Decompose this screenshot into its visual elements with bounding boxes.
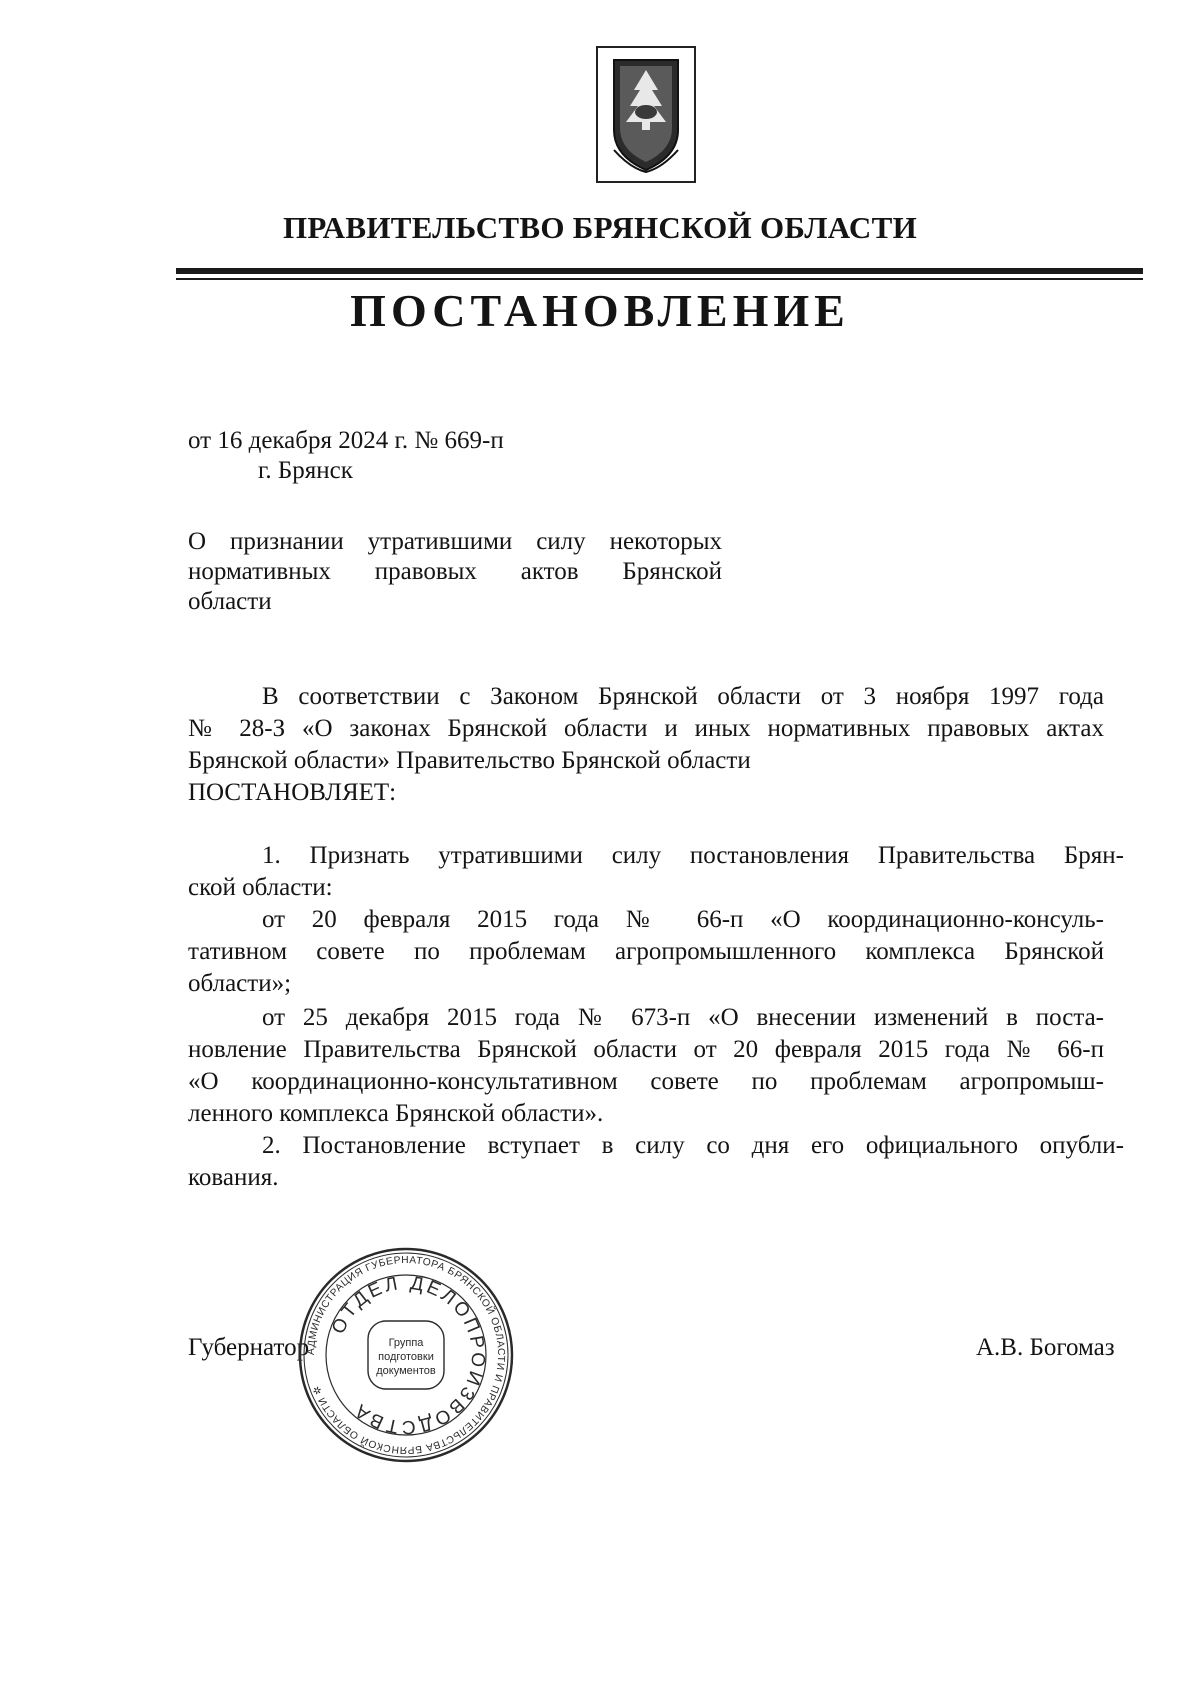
round-seal-icon bbox=[296, 1245, 516, 1465]
clause-line: 2. Постановление вступает в силу со дня его официального опубли- bbox=[262, 1132, 1124, 1159]
seal-outer-text: АДМИНИСТРАЦИЯ ГУБЕРНАТОРА БРЯНСКОЙ ОБЛАСТИ И ПРАВИТЕЛЬСТВА БРЯНСКОЙ ОБЛАСТИ ✲ bbox=[305, 1254, 507, 1456]
clause-line: ской области: bbox=[188, 874, 333, 901]
signatory-name: А.В. Богомаз bbox=[976, 1334, 1115, 1361]
clause-line: кования. bbox=[188, 1164, 279, 1191]
seal-center-line: Группа bbox=[388, 1337, 424, 1349]
organization-title: ПРАВИТЕЛЬСТВО БРЯНСКОЙ ОБЛАСТИ bbox=[282, 210, 918, 245]
clause-line: от 20 февраля 2015 года № 66-п «О координационно-консуль- bbox=[262, 906, 1104, 933]
seal-inner-text: ОТДЕЛ ДЕЛОПРОИЗВОДСТВА bbox=[327, 1272, 489, 1438]
place: г. Брянск bbox=[258, 457, 353, 484]
clause-line: ленного комплекса Брянской области». bbox=[188, 1100, 604, 1127]
date-number-line: от 16 декабря 2024 г. № 669-п bbox=[188, 427, 504, 454]
preamble-line: № 28-З «О законах Брянской области и иных нормативных правовых актах bbox=[188, 715, 1104, 742]
seal-center-line: подготовки bbox=[378, 1351, 434, 1363]
preamble-line: В соответствии с Законом Брянской области от 3 ноября 1997 года bbox=[262, 683, 1104, 710]
subject-line: нормативных правовых актов Брянской bbox=[188, 558, 722, 585]
seal-center-line: документов bbox=[376, 1365, 436, 1377]
header-divider-thin bbox=[176, 278, 1143, 280]
clause-line: 1. Признать утратившими силу постановления Правительства Брян- bbox=[262, 842, 1124, 869]
document-type: ПОСТАНОВЛЕНИЕ bbox=[350, 285, 850, 336]
subject-line: области bbox=[188, 588, 272, 615]
clause-line: новление Правительства Брянской области от 20 февраля 2015 года № 66-п bbox=[188, 1036, 1104, 1063]
clause-line: от 25 декабря 2015 года № 673-п «О внесении изменений в поста- bbox=[262, 1004, 1104, 1031]
coat-of-arms-icon bbox=[596, 46, 696, 183]
clause-line: области»; bbox=[188, 970, 292, 997]
resolves-line: ПОСТАНОВЛЯЕТ: bbox=[188, 779, 397, 806]
preamble-line: Брянской области» Правительство Брянской области bbox=[188, 747, 751, 774]
signatory-position: Губернатор bbox=[188, 1334, 310, 1361]
subject-line: О признании утратившими силу некоторых bbox=[188, 528, 722, 555]
clause-line: «О координационно-консультативном совете по проблемам агропромыш- bbox=[188, 1068, 1104, 1095]
header-divider bbox=[176, 268, 1143, 274]
clause-line: тативном совете по проблемам агропромышленного комплекса Брянской bbox=[188, 938, 1104, 965]
